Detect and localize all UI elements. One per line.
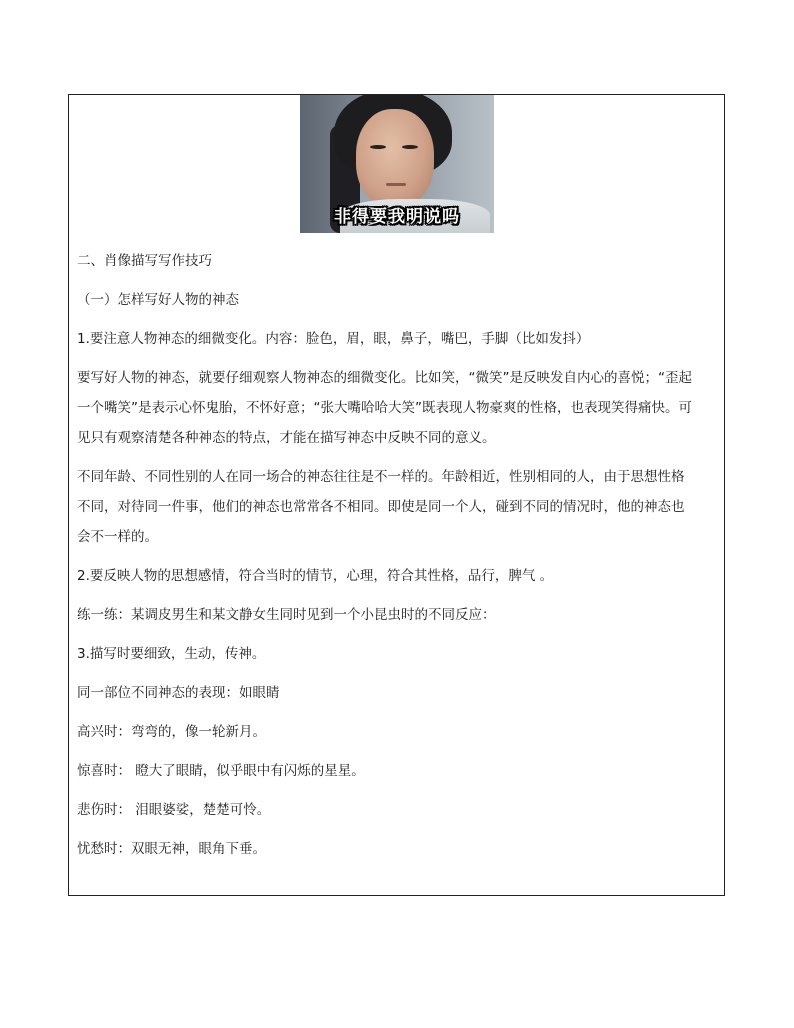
paragraph-line: 不同年龄、不同性别的人在同一场合的神态往往是不一样的。年龄相近，性别相同的人，由于思想性格 [77, 469, 685, 485]
practice-prompt: 练一练：某调皮男生和某文静女生同时见到一个小昆虫时的不同反应： [77, 607, 496, 623]
image-eye [402, 145, 418, 149]
example-worry: 忧愁时：双眼无神，眼角下垂。 [77, 841, 266, 857]
point-3: 3.描写时要细致，生动，传神。 [77, 646, 266, 662]
paragraph-line: 要写好人物的神态，就要仔细观察人物神态的细微变化。比如笑，“微笑”是反映发自内心的喜悦；“歪起 [77, 370, 692, 386]
paragraph-line: 见只有观察清楚各种神态的特点，才能在描写神态中反映不同的意义。 [77, 430, 496, 446]
point-1: 1.要注意人物神态的细微变化。内容：脸色，眉，眼，鼻子，嘴巴，手脚（比如发抖） [77, 331, 590, 347]
point-2: 2.要反映人物的思想感情，符合当时的情节，心理，符合其性格，品行，脾气 。 [77, 568, 554, 584]
section-heading: 二、肖像描写写作技巧 [77, 253, 212, 269]
document-frame [68, 94, 725, 896]
image-mouth [386, 183, 406, 186]
paragraph-line: 不同，对待同一件事，他们的神态也常常各不相同。即使是同一个人，碰到不同的情况时，他的神态也 [77, 499, 685, 515]
example-surprise: 惊喜时： 瞪大了眼睛，似乎眼中有闪烁的星星。 [77, 763, 365, 779]
image-face [356, 109, 434, 207]
example-happy: 高兴时：弯弯的，像一轮新月。 [77, 724, 266, 740]
document-body [69, 233, 724, 864]
image-caption: 非得要我明说吗 [334, 207, 460, 227]
paragraph-line: 一个嘴笑”是表示心怀鬼胎，不怀好意；“张大嘴哈哈大笑”既表现人物豪爽的性格，也表现笑得痛快。可 [77, 400, 692, 416]
example-sad: 悲伤时： 泪眼婆娑，楚楚可怜。 [77, 802, 271, 818]
subsection-heading: （一）怎样写好人物的神态 [77, 292, 239, 308]
image-eye [370, 145, 386, 149]
meme-image [300, 95, 494, 233]
paragraph-line: 会不一样的。 [77, 529, 158, 545]
example-intro: 同一部位不同神态的表现：如眼睛 [77, 685, 280, 701]
